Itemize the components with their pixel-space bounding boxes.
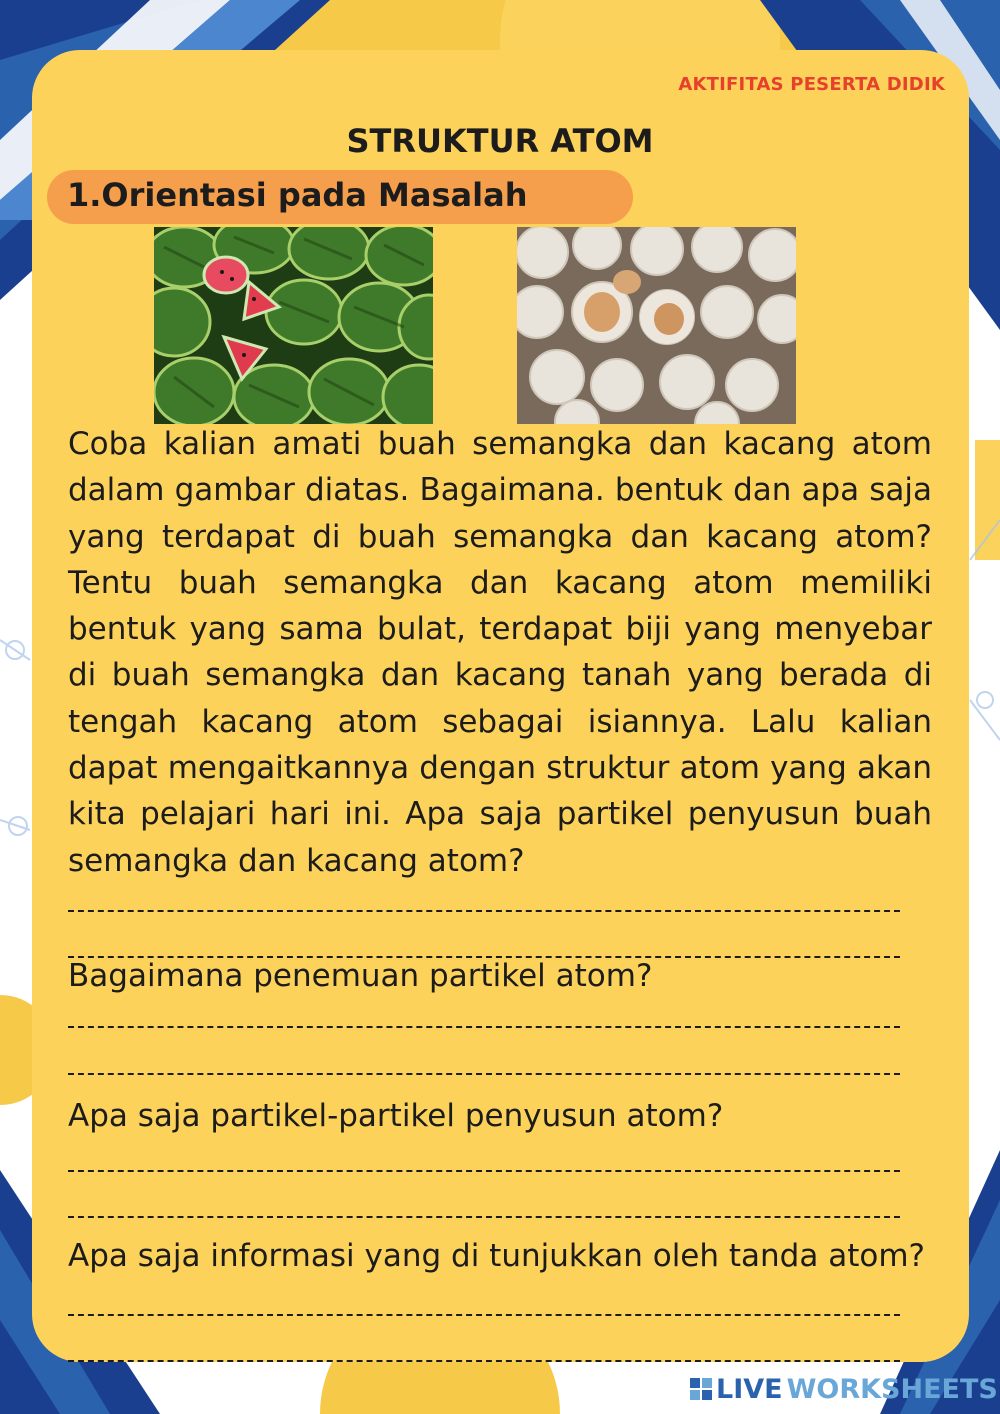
question-3: Apa saja informasi yang di tunjukkan oleh tanda atom? xyxy=(68,1238,925,1274)
section-heading-pill xyxy=(47,170,633,224)
brand-text-live: LIVE xyxy=(716,1373,783,1405)
liveworksheets-brand xyxy=(690,1372,998,1406)
answer-line[interactable] xyxy=(68,1073,900,1075)
answer-line[interactable] xyxy=(68,1216,900,1218)
section-heading: 1.Orientasi pada Masalah xyxy=(67,176,528,214)
answer-line[interactable] xyxy=(68,1170,900,1172)
peanut-snack-photo xyxy=(517,227,796,424)
answer-line[interactable] xyxy=(68,1360,900,1362)
problem-paragraph: Coba kalian amati buah semangka dan kacang atom dalam gambar diatas. Bagaimana. bentuk dan apa saja yang terdapat di buah semangka dan kacang atom? Tentu buah semangka dan kacang atom memiliki bentuk yang sama bulat, terdapat biji yang menyebar di buah semangka dan kacang tanah yang berada di tengah kacang atom sebagai isiannya. Lalu kalian dapat mengaitkannya dengan struktur atom yang akan kita pelajari hari ini. Apa saja partikel penyusun buah semangka dan kacang atom? xyxy=(68,426,932,879)
question-2: Apa saja partikel-partikel penyusun atom? xyxy=(68,1098,724,1134)
answer-line[interactable] xyxy=(68,910,900,912)
question-1: Bagaimana penemuan partikel atom? xyxy=(68,958,653,994)
page-title: STRUKTUR ATOM xyxy=(346,122,654,160)
brand-text-worksheets: WORKSHEETS xyxy=(786,1373,998,1405)
answer-line[interactable] xyxy=(68,1314,900,1316)
watermelon-photo xyxy=(154,227,433,424)
activity-tag: AKTIFITAS PESERTA DIDIK xyxy=(678,74,945,95)
liveworksheets-logo-icon xyxy=(690,1378,712,1400)
answer-line[interactable] xyxy=(68,1026,900,1028)
